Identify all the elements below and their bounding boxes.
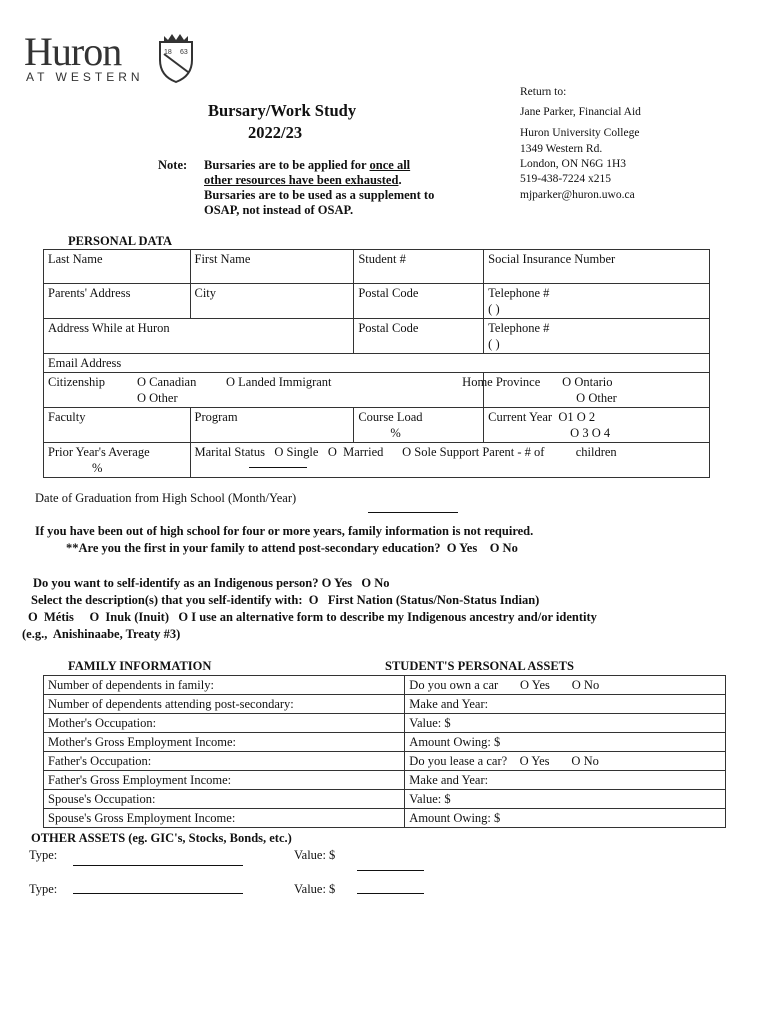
family-assets-table	[43, 675, 726, 828]
crest-year-left: 18	[164, 49, 172, 56]
year-3-4-options[interactable]: O 3 O 4	[570, 426, 611, 440]
note-line-2-end: .	[398, 173, 402, 187]
return-phone: 519-438-7224 x215	[520, 173, 612, 185]
other-asset-type-label-1: Type:	[29, 848, 58, 862]
first-name-field[interactable]	[190, 250, 354, 284]
note-emphasis: once all	[369, 158, 411, 172]
family-row[interactable]: Mother's Gross Employment Income:	[44, 733, 405, 752]
personal-data-heading: PERSONAL DATA	[68, 234, 173, 248]
citizenship-other-option[interactable]: O Other	[137, 391, 178, 405]
prior-average-label: Prior Year's Average	[48, 445, 150, 459]
citizenship-label: Citizenship	[48, 375, 105, 389]
assets-row[interactable]: Make and Year:	[405, 771, 726, 790]
note-line-2	[204, 173, 402, 188]
note-line-3: Bursaries are to be used as a supplement to	[204, 188, 435, 202]
return-name: Jane Parker, Financial Aid	[520, 106, 641, 118]
address-while-label: Address While at Huron	[48, 321, 170, 335]
city-label: City	[194, 286, 217, 300]
home-province-label: Home Province	[462, 375, 541, 389]
province-ontario-option[interactable]: O Ontario	[562, 375, 613, 389]
program-label: Program	[194, 410, 238, 424]
student-number-label: Student #	[358, 252, 406, 266]
note-line-4: OSAP, not instead of OSAP.	[204, 203, 354, 217]
city-field[interactable]	[190, 284, 354, 319]
assets-row[interactable]: Do you own a car O Yes O No	[405, 676, 726, 695]
note-label: Note:	[158, 158, 188, 172]
children-count-line[interactable]	[249, 467, 307, 468]
prior-average-percent: %	[92, 461, 103, 475]
other-asset-value-line-2[interactable]	[357, 893, 424, 894]
family-row[interactable]: Number of dependents in family:	[44, 676, 405, 695]
assets-row[interactable]: Value: $	[405, 790, 726, 809]
other-asset-type-line-2[interactable]	[73, 893, 243, 894]
note-line-2-underlined: other resources have been exhausted	[204, 173, 399, 187]
course-load-field[interactable]	[354, 408, 484, 443]
graduation-date-label: Date of Graduation from High School (Month/Year)	[35, 491, 297, 505]
indigenous-options-line: O Métis O Inuk (Inuit) O I use an alternative form to describe my Indigenous ancestry and/or identity	[28, 610, 597, 624]
sin-label: Social Insurance Number	[488, 252, 616, 266]
sin-field[interactable]	[484, 250, 710, 284]
crest-icon	[154, 32, 198, 84]
current-year-label: Current Year	[488, 410, 553, 424]
telephone-paren: ( )	[488, 302, 500, 316]
assets-row[interactable]: Do you lease a car? O Yes O No	[405, 752, 726, 771]
province-other-option[interactable]: O Other	[576, 391, 617, 405]
logo-wordmark: Huron	[24, 29, 122, 74]
postal-code-field[interactable]	[354, 284, 484, 319]
family-row[interactable]: Spouse's Occupation:	[44, 790, 405, 809]
telephone-2-label: Telephone #	[488, 321, 550, 335]
assets-row[interactable]: Make and Year:	[405, 695, 726, 714]
crest-year-right: 63	[180, 49, 188, 56]
prior-average-field[interactable]	[44, 443, 191, 478]
student-number-field[interactable]	[354, 250, 484, 284]
return-label: Return to:	[520, 86, 567, 98]
family-info-note: If you have been out of high school for four or more years, family information is not required.	[35, 524, 534, 538]
family-row[interactable]: Father's Occupation:	[44, 752, 405, 771]
family-row[interactable]: Mother's Occupation:	[44, 714, 405, 733]
other-asset-type-label-2: Type:	[29, 882, 58, 896]
telephone-2-field[interactable]	[484, 319, 710, 354]
form-year: 2022/23	[248, 123, 303, 142]
faculty-field[interactable]	[44, 408, 191, 443]
indigenous-question: Do you want to self-identify as an Indigenous person? O Yes O No	[33, 576, 390, 590]
return-email: mjparker@huron.uwo.ca	[520, 189, 635, 201]
program-field[interactable]	[190, 408, 354, 443]
assets-row[interactable]: Amount Owing: $	[405, 809, 726, 828]
assets-row[interactable]: Amount Owing: $	[405, 733, 726, 752]
note-line-1	[204, 158, 410, 173]
form-title: Bursary/Work Study	[208, 101, 357, 120]
first-name-label: First Name	[194, 252, 251, 266]
other-asset-value-label-1: Value: $	[294, 848, 336, 862]
telephone-field[interactable]	[484, 284, 710, 319]
indigenous-example-line: (e.g., Anishinaabe, Treaty #3)	[22, 627, 181, 641]
parents-address-label: Parents' Address	[48, 286, 131, 300]
marital-status-field[interactable]	[190, 443, 710, 478]
postal-code-2-label: Postal Code	[358, 321, 419, 335]
email-label: Email Address	[48, 356, 122, 370]
graduation-date-line[interactable]	[368, 512, 458, 513]
last-name-field[interactable]	[44, 250, 191, 284]
telephone-2-paren: ( )	[488, 337, 500, 351]
citizenship-field[interactable]	[44, 373, 484, 408]
family-row[interactable]: Father's Gross Employment Income:	[44, 771, 405, 790]
email-field[interactable]	[44, 354, 710, 373]
postal-code-2-field[interactable]	[354, 319, 484, 354]
return-org: Huron University College	[520, 127, 640, 139]
address-while-field[interactable]	[44, 319, 354, 354]
family-row[interactable]: Spouse's Gross Employment Income:	[44, 809, 405, 828]
personal-data-table	[43, 249, 710, 478]
course-load-percent: %	[390, 426, 401, 440]
current-year-field[interactable]	[484, 408, 710, 443]
family-info-heading: FAMILY INFORMATION	[68, 659, 212, 673]
other-asset-value-line-1[interactable]	[357, 870, 424, 871]
citizenship-landed-option[interactable]: O Landed Immigrant	[226, 375, 332, 389]
other-asset-value-label-2: Value: $	[294, 882, 336, 896]
assets-row[interactable]: Value: $	[405, 714, 726, 733]
return-street: 1349 Western Rd.	[520, 143, 603, 155]
postal-code-label: Postal Code	[358, 286, 419, 300]
return-city: London, ON N6G 1H3	[520, 158, 627, 170]
course-load-label: Course Load	[358, 410, 423, 424]
other-assets-heading: OTHER ASSETS (eg. GIC's, Stocks, Bonds, etc.)	[31, 831, 292, 845]
other-asset-type-line-1[interactable]	[73, 865, 243, 866]
citizenship-canadian-option[interactable]: O Canadian	[137, 375, 197, 389]
student-assets-heading: STUDENT'S PERSONAL ASSETS	[385, 659, 574, 673]
note-line-1a: Bursaries are to be applied for	[204, 158, 370, 172]
home-province-field[interactable]	[462, 373, 710, 408]
telephone-label: Telephone #	[488, 286, 550, 300]
year-1-2-options[interactable]: O1 O 2	[558, 410, 596, 424]
family-row[interactable]: Number of dependents attending post-secondary:	[44, 695, 405, 714]
last-name-label: Last Name	[48, 252, 103, 266]
faculty-label: Faculty	[48, 410, 86, 424]
first-in-family-question: **Are you the first in your family to attend post-secondary education? O Yes O No	[66, 541, 518, 555]
logo-subtitle: AT WESTERN	[26, 70, 144, 84]
indigenous-select-line: Select the description(s) that you self-identify with: O First Nation (Status/Non-Status Indian)	[31, 593, 540, 607]
marital-status-label: Marital Status O Single O Married O Sole Support Parent - # of children	[194, 445, 617, 459]
parents-address-field[interactable]	[44, 284, 191, 319]
